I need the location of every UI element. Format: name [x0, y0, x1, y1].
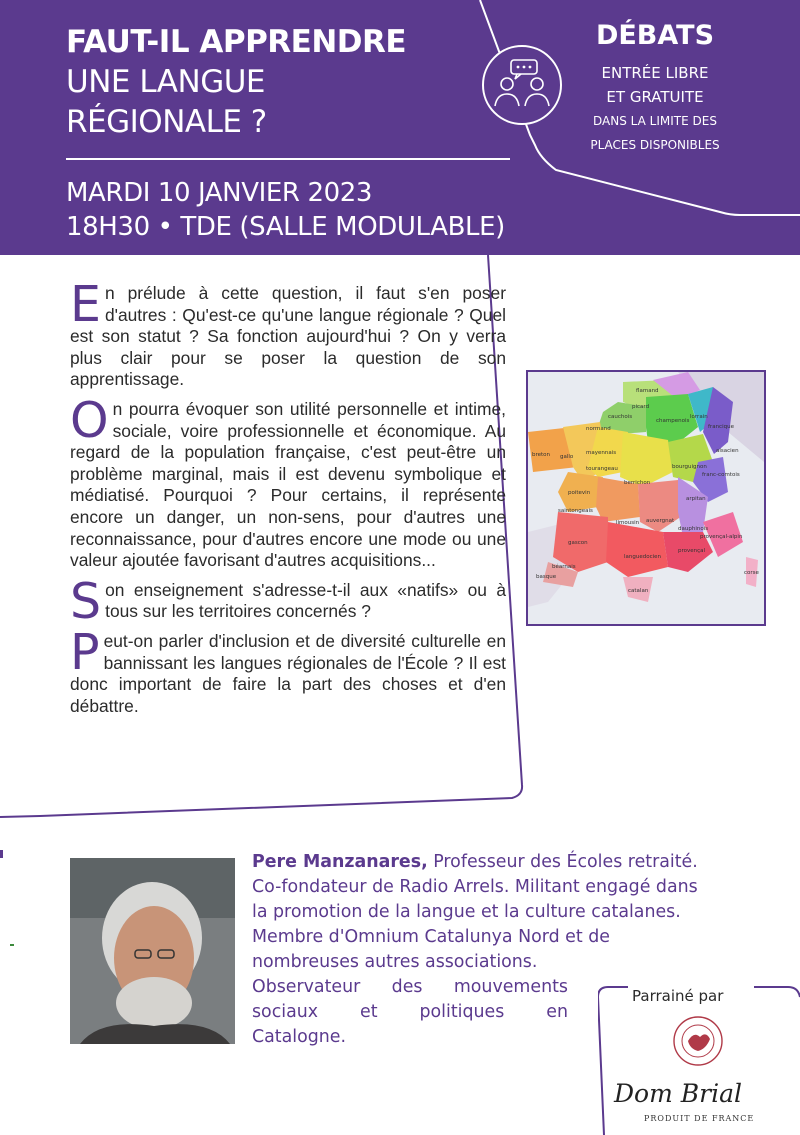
map-label: gascon	[568, 540, 588, 546]
sponsor-brand-sub: PRODUIT DE FRANCE	[644, 1114, 755, 1123]
paragraph-text: n pourra évoquer son utilité personnelle et intime, sociale, voire professionnelle et économique. Au regard de la population française, c'est peut-être un problème marginal, mais il est devenu symbolique et médiatisé. Pourquoi ? Pour certains, il représente encore un danger, un non-sens, pour d'autres une reconnaissance, pour d'autres encore une mode ou une valeur ajoutée favorisant d'autres acquisitions...	[70, 398, 506, 571]
map-label: bourguignon	[672, 464, 707, 470]
sponsor-seal-icon	[672, 1015, 724, 1067]
map-label: provençal-alpin	[700, 534, 743, 540]
title-line-3: RÉGIONALE ?	[66, 104, 267, 140]
map-label: languedocien	[624, 554, 662, 560]
speaker-photo	[70, 858, 235, 1044]
map-label: cauchois	[608, 414, 633, 420]
entry-free-line: ENTRÉE LIBRE	[601, 64, 709, 82]
sponsor-brand-name: Dom Brial	[614, 1079, 742, 1108]
bio-line-7	[252, 1000, 568, 1025]
bio-line-3: la promotion de la langue et la culture catalanes.	[252, 902, 681, 922]
title-line-1: FAUT-IL APPRENDRE	[66, 24, 407, 60]
sponsor-label: Parrainé par	[632, 987, 724, 1005]
drop-cap: S	[70, 572, 102, 630]
map-label: provençal	[678, 548, 706, 554]
bio-text: Professeur des Écoles retraité.	[427, 852, 698, 872]
bio-line-8: Catalogne.	[252, 1027, 347, 1047]
map-label: tourangeau	[586, 466, 618, 472]
paragraph-text: on enseignement s'adresse-t-il aux «natifs» ou à tous sur les territoires concernés ?	[105, 579, 506, 622]
bio-line-2: Co-fondateur de Radio Arrels. Militant engagé dans	[252, 877, 698, 897]
paragraph-text: eut-on parler d'inclusion et de diversité culturelle en bannissant les langues régionales de l'École ? Il est donc important de faire la part des choses et d'en débattre.	[70, 630, 506, 716]
map-label: saintongeais	[558, 508, 593, 514]
availability-line: DANS LA LIMITE DES	[593, 114, 717, 128]
map-label: berrichon	[624, 480, 651, 486]
map-label: catalan	[628, 588, 649, 594]
bio-line-1	[252, 850, 752, 875]
map-label: breton	[532, 452, 551, 458]
map-label: flamand	[636, 388, 659, 394]
bio-line-5: nombreuses autres associations.	[252, 952, 538, 972]
article-body	[70, 276, 506, 725]
map-label: gallo	[560, 454, 574, 460]
entry-free-line-2: ET GRATUITE	[606, 88, 704, 106]
france-map-image	[528, 372, 764, 624]
bio-word: politiques	[419, 1002, 505, 1022]
bio-line-4: Membre d'Omnium Catalunya Nord et de	[252, 927, 610, 947]
bio-word: sociaux	[252, 1002, 319, 1022]
paragraph-1	[70, 276, 506, 391]
map-label: alsacien	[716, 448, 739, 454]
bio-word: Observateur	[252, 977, 361, 997]
bio-word: en	[546, 1002, 568, 1022]
title-line-2: UNE LANGUE	[66, 64, 265, 100]
map-label: corse	[744, 570, 759, 576]
map-label: mayennais	[586, 450, 617, 456]
edge-mark	[0, 850, 3, 858]
map-label: francique	[708, 424, 734, 430]
debats-info	[540, 20, 770, 157]
paragraph-2	[70, 391, 506, 572]
paragraph-3	[70, 572, 506, 630]
map-label: dauphinois	[678, 526, 709, 532]
regional-languages-map	[526, 370, 766, 626]
debats-heading: DÉBATS	[595, 20, 715, 51]
drop-cap: O	[70, 391, 109, 449]
map-label: champenois	[656, 418, 690, 424]
map-label: béarnais	[552, 564, 576, 570]
bio-line-6	[252, 975, 568, 1000]
map-label: normand	[586, 426, 611, 432]
map-label: franc-comtois	[702, 472, 740, 478]
sponsor-block	[598, 975, 798, 1135]
paragraph-4	[70, 623, 506, 717]
drop-cap: E	[70, 276, 101, 333]
bio-word: et	[360, 1002, 378, 1022]
availability-line-2: PLACES DISPONIBLES	[590, 138, 720, 152]
map-label: picard	[632, 404, 650, 410]
header-banner	[0, 0, 800, 255]
paragraph-text: n prélude à cette question, il faut s'en poser d'autres : Qu'est-ce qu'une langue régionale ? Quel est son statut ? Sa fonction aujourd'hui ? On y verra plus clair pour se poser la question de son apprentissage.	[70, 283, 506, 390]
edge-mark	[10, 944, 14, 946]
date-line-2: 18H30 • TDE (SALLE MODULABLE)	[66, 212, 505, 242]
map-label: auvergnat	[646, 518, 675, 524]
map-label: basque	[536, 574, 557, 580]
speaker-name: Pere Manzanares,	[252, 852, 428, 872]
date-line-1: MARDI 10 JANVIER 2023	[66, 178, 373, 208]
bio-word: des	[391, 977, 423, 997]
bio-word: mouvements	[453, 977, 568, 997]
map-label: arpitan	[686, 496, 706, 502]
drop-cap: P	[70, 623, 100, 681]
map-label: poitevin	[568, 490, 591, 496]
map-label: limousin	[616, 520, 640, 526]
map-label: lorrain	[690, 414, 708, 420]
